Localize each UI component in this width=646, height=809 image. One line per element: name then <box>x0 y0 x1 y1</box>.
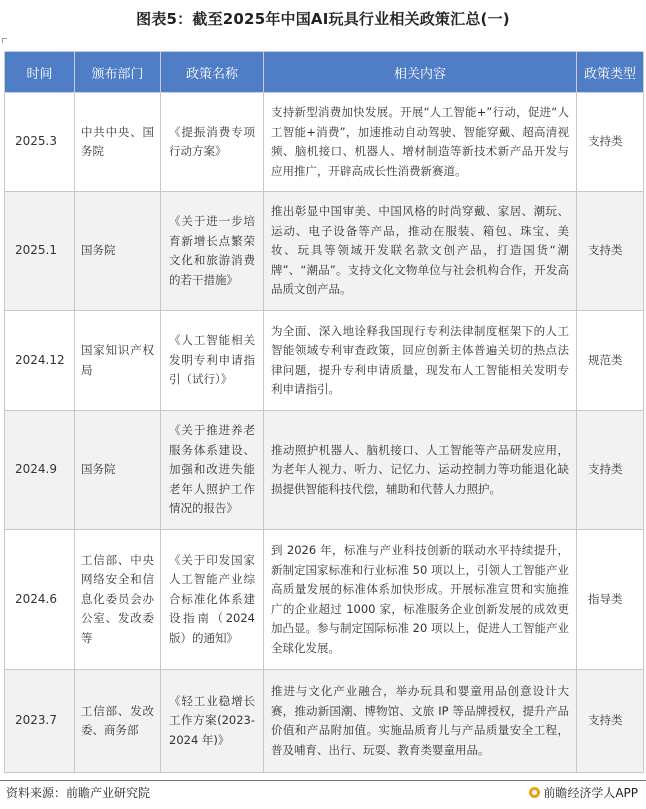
cell-time: 2023.7 <box>5 670 75 773</box>
cell-time: 2024.9 <box>5 411 75 530</box>
table-header-row <box>5 52 644 93</box>
policy-table <box>4 51 644 773</box>
cell-time: 2024.12 <box>5 311 75 411</box>
cell-content: 推进与文化产业融合，举办玩具和婴童用品创意设计大赛，推动新国潮、博物馆、文旅 IP 等品牌授权，提升产品价值和产品附加值。实施品质育儿与产品质量安全工程，普及哺育、出行、玩耍、教育类婴童用品。 <box>264 670 577 773</box>
cell-time: 2025.1 <box>5 192 75 311</box>
header-policy-type: 政策类型 <box>577 52 644 93</box>
header-time: 时间 <box>5 52 75 93</box>
cell-dept: 国务院 <box>75 411 161 530</box>
cell-policy-type: 支持类 <box>577 670 644 773</box>
header-dept: 颁布部门 <box>75 52 161 93</box>
cell-policy-name: 《关于进一步培育新增长点繁荣文化和旅游消费的若干措施》 <box>161 192 264 311</box>
cell-dept: 国家知识产权局 <box>75 311 161 411</box>
table-row <box>5 670 644 773</box>
table-row <box>5 192 644 311</box>
header-policy-name: 政策名称 <box>161 52 264 93</box>
cell-policy-type: 指导类 <box>577 530 644 670</box>
cell-content: 为全面、深入地诠释我国现行专利法律制度框架下的人工智能领域专利审查政策，回应创新主体普遍关切的热点法律问题，提升专利申请质量，现发布人工智能相关发明专利申请指引。 <box>264 311 577 411</box>
cell-policy-name: 《人工智能相关发明专利申请指引（试行）》 <box>161 311 264 411</box>
cell-policy-type: 支持类 <box>577 411 644 530</box>
qianzhan-logo-icon <box>529 787 540 798</box>
cell-policy-name: 《关于印发国家人工智能产业综合标准化体系建设指南（2024版）的通知》 <box>161 530 264 670</box>
table-row <box>5 530 644 670</box>
brand-label: 前瞻经济学人APP <box>543 786 638 800</box>
cell-policy-name: 《提振消费专项行动方案》 <box>161 93 264 192</box>
cell-content: 推动照护机器人、脑机接口、人工智能等产品研发应用，为老年人视力、听力、记忆力、运动控制力等功能退化缺损提供智能科技代偿，辅助和代替人力照护。 <box>264 411 577 530</box>
cell-dept: 中共中央、国务院 <box>75 93 161 192</box>
cell-time: 2024.6 <box>5 530 75 670</box>
cell-dept: 工信部、中央网络安全和信息化委员会办公室、发改委等 <box>75 530 161 670</box>
header-content: 相关内容 <box>264 52 577 93</box>
cell-policy-name: 《轻工业稳增长工作方案(2023-2024 年)》 <box>161 670 264 773</box>
cell-dept: 国务院 <box>75 192 161 311</box>
cell-dept: 工信部、发改委、商务部 <box>75 670 161 773</box>
cell-content: 支持新型消费加快发展。开展“人工智能+”行动，促进“人工智能+消费”，加速推动自动驾驶、智能穿戴、超高清视频、脑机接口、机器人、增材制造等新技术新产品开发与应用推广，开辟高成长性消费新赛道。 <box>264 93 577 192</box>
corner-mark <box>2 38 7 43</box>
source-note: 资料来源：前瞻产业研究院 <box>6 786 151 800</box>
cell-time: 2025.3 <box>5 93 75 192</box>
brand-credit <box>529 784 638 801</box>
table-row <box>5 311 644 411</box>
cell-policy-type: 支持类 <box>577 93 644 192</box>
cell-policy-type: 规范类 <box>577 311 644 411</box>
cell-content: 到 2026 年，标准与产业科技创新的联动水平持续提升，新制定国家标准和行业标准 50 项以上，引领人工智能产业高质量发展的标准体系加快形成。开展标准宣贯和实施推广的企业超过 1000 家，标准服务企业创新发展的成效更加凸显。参与制定国际标准 20 项以上，促进人工智能产业全球化发展。 <box>264 530 577 670</box>
footer <box>0 780 646 803</box>
cell-content: 推出彰显中国审美、中国风格的时尚穿戴、家居、潮玩、运动、电子设备等产品，推动在服装、箱包、珠宝、美妆、玩具等领域开发联名款文创产品，打造国货“潮牌”、“潮品”。支持文化文物单位与社会机构合作，开发高品质文创产品。 <box>264 192 577 311</box>
chart-title: 图表5：截至2025年中国AI玩具行业相关政策汇总(一) <box>136 10 510 28</box>
table-row <box>5 411 644 530</box>
cell-policy-type: 支持类 <box>577 192 644 311</box>
cell-policy-name: 《关于推进养老服务体系建设、加强和改进失能老年人照护工作情况的报告》 <box>161 411 264 530</box>
table-row <box>5 93 644 192</box>
